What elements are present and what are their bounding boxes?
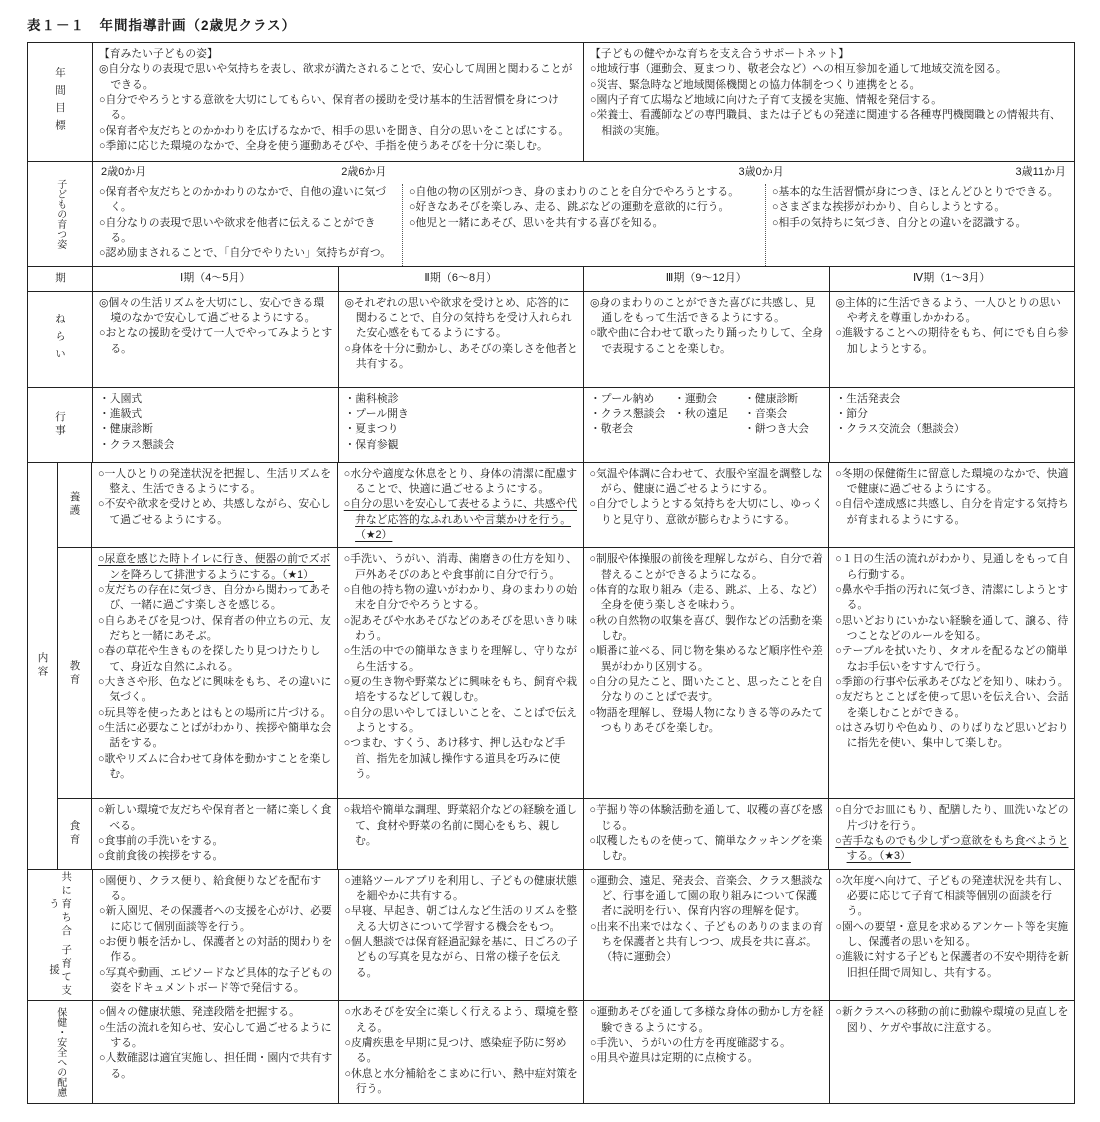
list-item: ○思いどおりにいかない経験を通して、譲る、待つことなどのルールを知る。 — [835, 614, 1069, 642]
period-label: 期 — [54, 271, 67, 286]
food-label-cell — [58, 799, 91, 868]
list-item: ○自他の物の区別がつき、身のまわりのことを自分でやろうとする。 — [409, 186, 739, 198]
list-item: ○自分の思いを安心して表せるように、共感や代弁など応答的なふれあいや言葉かけを行う。（★2） — [343, 498, 578, 541]
safety-q1-cell — [92, 1001, 338, 1103]
list-item: ○自分なりの表現で思いや欲求を他者に伝えることができる。 — [99, 216, 376, 244]
list-item: ○おとなの援助を受けて一人でやってみようとする。 — [99, 327, 333, 355]
list-item: ○新クラスへの移動の前に動線や環境の見直しを図り、ケガや事故に注意する。 — [835, 1006, 1069, 1034]
list-item: ・クラス交流会（懇談会） — [835, 423, 965, 436]
growing-content-cell — [92, 162, 1074, 266]
list-item: ○個々の健康状態、発達段階を把握する。 — [99, 1006, 300, 1019]
list-item: ○１日の生活の流れがわかり、見通しをもって自ら行動する。 — [835, 553, 1069, 581]
content-label: 内容 — [36, 652, 49, 680]
list-item: ○さまざまな挨拶がわかり、自らしようとする。 — [771, 201, 1006, 214]
list-item: ○不安や欲求を受けとめ、共感しながら、安心して過ごせるようにする。 — [98, 498, 331, 526]
list-item: ◎個々の生活リズムを大切にし、安心できる環境のなかで安心して過ごせるようにする。 — [99, 296, 325, 324]
list-item: ○制服や体操服の前後を理解しながら、自分で着替えることができるようになる。 — [589, 553, 823, 581]
list-item: ○栄養士、看護師などの専門職員、または子どもの発達に関連する各種専門機関職との情報共有、相談の実施。 — [590, 109, 1061, 137]
list-item: ○水あそびを安全に楽しく行えるよう、環境を整える。 — [344, 1006, 578, 1034]
education-label-cell — [58, 548, 91, 798]
care-q2-cell — [337, 463, 583, 548]
events-q4-cell — [829, 388, 1075, 462]
list-item: ○保育者や友だちとのかかわりを広げるなかで、相手の思いを聞き、自分の思いをことばにする。 — [99, 124, 570, 137]
period-q4-cell: Ⅳ期（1～3月） — [829, 267, 1075, 291]
annual-goals-right-list — [590, 62, 1069, 139]
growing-block-1 — [93, 184, 402, 266]
safety-q2-cell — [338, 1001, 584, 1103]
events-q1-cell — [92, 388, 338, 462]
row-annual-goals — [28, 43, 1074, 161]
growing-label-cell — [28, 162, 92, 266]
list-item: ・秋の遠足 — [674, 407, 729, 420]
age-timeline — [99, 165, 1068, 182]
list-item: ○人数確認は適宜実施し、担任間・園内で共有する。 — [99, 1052, 333, 1080]
care-label-cell — [58, 463, 91, 548]
aims-q2-cell — [338, 292, 584, 387]
education-label: 教育 — [68, 659, 81, 687]
list-item: ◎主体的に生活できるよう、一人ひとりの思いや考えを尊重しかかわる。 — [835, 296, 1061, 324]
list-item: ○歌やリズムに合わせて身体を動かすことを楽しむ。 — [98, 752, 332, 780]
annual-plan-table — [27, 42, 1075, 1104]
row-events — [28, 387, 1074, 462]
events-label-cell — [28, 388, 92, 462]
annual-goals-label-cell — [28, 43, 92, 161]
safety-label-line1: 保健・安全への — [54, 1007, 66, 1078]
list-item: ○自分でお皿にもり、配膳したり、皿洗いなどの片づけを行う。 — [835, 804, 1069, 832]
safety-label-cell — [28, 1001, 92, 1103]
food-label: 食育 — [68, 820, 81, 848]
list-item: ○順番に並べる、同じ物を集めるなど順序性や差異がわかり区別する。 — [589, 645, 823, 673]
row-aims — [28, 291, 1074, 387]
list-item: ○歌や曲に合わせて歌ったり踊ったりして、全身で表現することを楽しむ。 — [590, 327, 824, 355]
list-item: ○基本的な生活習慣が身につき、ほとんどひとりでできる。 — [771, 186, 1059, 198]
list-item: ○気温や体調に合わせて、衣服や室温を調整しながら、健康に過ごせるようにする。 — [589, 467, 823, 495]
list-item: ○保育者や友だちとのかかわりのなかで、自他の違いに気づく。 — [99, 186, 387, 214]
list-item: ・入園式 — [99, 392, 143, 405]
list-item: ○園便り、クラス便り、給食便りなどを配布する。 — [99, 874, 322, 902]
list-item: ・運動会 — [674, 392, 718, 405]
education-q1-cell — [91, 548, 337, 798]
support-q2-cell — [338, 870, 584, 1001]
list-item: ○春の草花や生きものを探したり見つけたりして、身近な自然にふれる。 — [98, 645, 321, 673]
education-q2-cell — [337, 548, 583, 798]
list-item: ○食事前の手洗いをする。 — [98, 834, 224, 847]
row-support — [28, 869, 1074, 1001]
list-item: ◎自分なりの表現で思いや気持ちを表し、欲求が満たされることで、安心して周囲と関わることができる。 — [99, 63, 573, 91]
list-item: ○玩具等を使ったあとはもとの場所に片づける。 — [98, 706, 332, 719]
list-item: ○泥あそびや水あそびなどのあそびを思いきり味わう。 — [343, 614, 578, 642]
list-item: ○テーブルを拭いたり、タオルを配るなどの簡単なお手伝いをすすんで行う。 — [835, 645, 1068, 673]
list-item: ○友だちの存在に気づき、自分から関わってあそび、一緒に過ごす楽しさを感じる。 — [98, 583, 331, 612]
list-item: ○大きさや形、色などに興味をもち、その違いに気づく。 — [98, 675, 332, 704]
row-education — [58, 547, 1074, 798]
list-item: ・プール開き — [344, 407, 409, 420]
list-item: ○夏の生き物や野菜などに興味をもち、飼育や栽培をするなどして親しむ。 — [343, 675, 578, 704]
growing-label: 子どもの育つ姿 — [54, 178, 66, 249]
list-item: ・夏まつり — [344, 423, 399, 436]
list-item: ○秋の自然物の収集を喜び、製作などの活動を楽しむ。 — [589, 614, 823, 642]
list-item: ○園への要望・意見を求めるアンケート等を実施し、保護者の思いを知る。 — [835, 920, 1069, 948]
care-label: 養護 — [68, 491, 81, 519]
list-item: ○他児と一緒にあそび、思いを共有する喜びを知る。 — [409, 216, 664, 229]
safety-q4-cell — [829, 1001, 1075, 1103]
list-item: ○栽培や簡単な調理、野菜紹介などの経験を通して、食材や野菜の名前に関心をもち、親しむ。 — [343, 804, 578, 847]
list-item: ○進級に対する子どもと保護者の不安や期待を新旧担任間で周知し、共有する。 — [835, 951, 1069, 979]
list-item: ○地域行事（運動会、夏まつり、敬老会など）への相互参加を通して地域交流を図る。 — [590, 63, 1007, 76]
aims-q4-cell — [829, 292, 1075, 387]
annual-goals-left-heading: 【育みたい子どもの姿】 — [99, 48, 218, 60]
content-label-cell — [28, 463, 58, 869]
list-item: ○自分の思いやしてほしいことを、ことばで伝えようとする。 — [343, 706, 578, 734]
period-q3-cell: Ⅲ期（9～12月） — [583, 267, 829, 291]
list-item: ○自他の持ち物の違いがわかり、身のまわりの始末を自分でやろうとする。 — [343, 583, 578, 612]
list-item: ・健康診断 — [744, 392, 799, 405]
period-label-cell — [28, 267, 92, 291]
age-mark-3y11m: 3歳11か月 — [1015, 166, 1066, 178]
support-label-line2: 子育て支援 — [48, 943, 73, 998]
list-item: ○季節に応じた環境のなかで、全身を使う運動あそびや、手指を使うあそびを十分に楽しむ。 — [99, 139, 548, 152]
list-item: ○水分や適度な休息をとり、身体の清潔に配慮することで、快適に過ごせるようにする。 — [343, 467, 578, 495]
list-item: ○自らあそびを見つけ、保育者の仲立ちの元、友だちと一緒にあそぶ。 — [98, 614, 331, 642]
list-item: ○自分でやろうとする意欲を大切にしてもらい、保育者の援助を受け基本的生活習慣を身につける。 — [99, 93, 559, 122]
support-label — [48, 870, 72, 1001]
list-item: ○出来不出来ではなく、子どものありのままの育ちを保護者と共有しつつ、成長を共に喜ぶ。（特に運動会） — [590, 920, 824, 964]
list-item: ○芋掘り等の体験活動を通して、収穫の喜びを感じる。 — [589, 804, 823, 832]
list-item: ○早寝、早起き、朝ごはんなど生活のリズムを整える大切さについて学習する機会をもつ。 — [344, 905, 578, 933]
list-item: ○尿意を感じた時トイレに行き、便器の前でズボンを降ろして排泄するようにする。（★1） — [98, 553, 331, 581]
list-item: ・生活発表会 — [835, 392, 901, 405]
list-item — [674, 422, 744, 437]
list-item: ○皮膚疾患を早期に見つけ、感染症予防に努める。 — [344, 1036, 567, 1065]
list-item: ○次年度へ向けて、子どもの発達状況を共有し、必要に応じて子育て相談等個別の面談を行う。 — [835, 874, 1069, 918]
list-item: ○生活に必要なことばがわかり、挨拶や簡単な会話をする。 — [98, 721, 332, 750]
list-item: ○生活の中での簡単なきまりを理解し、守りながら生活する。 — [343, 645, 578, 673]
list-item: ○自分でしようとする気持ちを大切にし、ゆっくりと見守り、意欲が膨らむようにする。 — [589, 498, 823, 526]
support-q1-cell — [92, 870, 338, 1001]
care-q3-cell — [583, 463, 829, 548]
list-item: ○収穫したものを使って、簡単なクッキングを楽しむ。 — [589, 834, 823, 863]
list-item: ○つまむ、すくう、あけ移す、押し込むなど手首、指先を加減し操作する道具を巧みに使う。 — [343, 737, 566, 780]
safety-label-line2: 配慮 — [54, 1077, 66, 1098]
period-q2-cell: Ⅱ期（6～8月） — [338, 267, 584, 291]
list-item: ○運動あそびを通して多様な身体の動かし方を経験できるようにする。 — [590, 1006, 824, 1034]
list-item: ○手洗い、うがいの仕方を再度確認する。 — [590, 1036, 791, 1049]
aims-q1-cell — [92, 292, 338, 387]
annual-goals-left-list — [99, 62, 578, 154]
annual-goals-label: 年間目標 — [54, 67, 67, 137]
row-period — [28, 266, 1074, 291]
list-item: ・餅つき大会 — [744, 423, 809, 436]
list-item: ○鼻水や手指の汚れに気づき、清潔にしようとする。 — [835, 583, 1069, 612]
list-item: ○用具や遊具は定期的に点検する。 — [590, 1052, 759, 1065]
food-q1-cell — [91, 799, 337, 868]
row-growing-image — [28, 161, 1074, 266]
list-item: ○手洗い、うがい、消毒、歯磨きの仕方を知り、戸外あそびのあとや食事前に自分で行う。 — [343, 553, 578, 581]
list-item: ○季節の行事や伝承あそびなどを知り、味わう。 — [835, 675, 1069, 688]
row-safety — [28, 1000, 1074, 1103]
annual-goals-right-cell — [583, 43, 1074, 161]
list-item: ○自信や達成感に共感し、自分を肯定する気持ちが育まれるようにする。 — [835, 498, 1069, 526]
list-item: ○個人懇談では保育経過記録を基に、日ごろの子どもの写真を見ながら、日常の様子を伝える。 — [344, 935, 578, 979]
list-item: ○災害、緊急時など地域関係機関との協力体制をつくり連携をとる。 — [590, 78, 921, 91]
period-q1-cell: Ⅰ期（4～5月） — [92, 267, 338, 291]
list-item: ○園内子育て広場など地域に向けた子育て支援を実施、情報を発信する。 — [590, 93, 943, 106]
list-item: ○進級することへの期待をもち、何にでも自ら参加しようとする。 — [835, 327, 1069, 355]
aims-q3-cell — [583, 292, 829, 387]
age-mark-2y6m: 2歳6か月 — [341, 166, 387, 178]
list-item: ・進級式 — [99, 407, 143, 420]
growing-block-2 — [402, 184, 765, 266]
list-item: ・音楽会 — [744, 407, 788, 420]
list-item: ・保育参観 — [344, 438, 399, 451]
aims-label: ねらい — [54, 312, 67, 366]
list-item: ○運動会、遠足、発表会、音楽会、クラス懇談など、行事を通して園の取り組みについて保護者に説明を行い、保育内容の理解を促す。 — [590, 874, 823, 918]
safety-label — [54, 1007, 66, 1097]
growing-block-3 — [765, 184, 1074, 266]
row-care — [58, 463, 1074, 548]
row-food — [58, 798, 1074, 868]
education-q3-cell — [583, 548, 829, 798]
list-item: ◎身のまわりのことができた喜びに共感し、見通しをもって生活できるようにする。 — [590, 296, 816, 324]
list-item: ○新しい環境で友だちや保育者と一緒に楽しく食べる。 — [98, 804, 332, 832]
page-title: 表１－１ 年間指導計画（2歳児クラス） — [27, 18, 297, 33]
support-label-cell — [28, 870, 92, 1001]
list-item: ○体育的な取り組み（走る、跳ぶ、上る、など）全身を使う楽しさを味わう。 — [589, 583, 823, 612]
list-item: ○身体を十分に動かし、あそびの楽しさを他者と共有する。 — [344, 342, 578, 370]
support-label-line1: 共に育ち合う — [48, 871, 73, 939]
list-item: ○お便り帳を活かし、保護者との対話的関わりを作る。 — [99, 935, 333, 964]
growing-blocks — [93, 184, 1074, 266]
food-q4-cell — [828, 799, 1074, 868]
row-content-section — [28, 462, 1074, 869]
aims-label-cell — [28, 292, 92, 387]
list-item: ○自分の見たこと、聞いたこと、思ったことを自分なりのことばで表す。 — [589, 675, 823, 704]
safety-q3-cell — [583, 1001, 829, 1103]
list-item: ○生活の流れを知らせ、安心して過ごせるようにする。 — [99, 1021, 332, 1049]
list-item: ・クラス懇談会 — [590, 407, 666, 420]
list-item: ○認め励まされることで、「自分でやりたい」気持ちが育つ。 — [99, 247, 391, 260]
list-item: ○食前食後の挨拶をする。 — [98, 850, 224, 863]
list-item: ・敬老会 — [590, 423, 634, 436]
events-label: 行事 — [54, 411, 67, 439]
support-q4-cell — [829, 870, 1075, 1001]
support-q3-cell — [583, 870, 829, 1001]
list-item: ・健康診断 — [99, 423, 153, 436]
list-item: ○苦手なものでも少しずつ意欲をもち食べようとする。（★3） — [835, 834, 1069, 863]
events-q3-cell — [583, 388, 829, 462]
list-item: ○はさみ切りや色ぬり、のりばりなど思いどおりに指先を使い、集中して楽しむ。 — [835, 721, 1069, 750]
list-item: ○写真や動画、エピソードなど具体的な子どもの姿をドキュメントボード等で発信する。 — [99, 966, 333, 994]
annual-goals-left-cell — [92, 43, 583, 161]
care-q1-cell — [91, 463, 337, 548]
list-item: ○新入園児、その保護者への支援を心がけ、必要に応じて個別面談等を行う。 — [99, 905, 332, 933]
list-item: ○好きなあそびを楽しみ、走る、跳ぶなどの運動を意欲的に行う。 — [409, 201, 730, 214]
list-item: ・節分 — [835, 407, 868, 420]
list-item: ◎それぞれの思いや欲求を受けとめ、応答的に関わることで、自分の気持ちを受け入れられた安心感をもてるようにする。 — [344, 296, 572, 340]
age-mark-3y0m: 3歳0か月 — [738, 166, 784, 178]
care-q4-cell — [828, 463, 1074, 548]
list-item: ○友だちとことばを使って思いを伝え合い、会話を楽しむことができる。 — [835, 691, 1069, 719]
list-item: ○一人ひとりの発達状況を把握し、生活リズムを整え、生活できるようにする。 — [98, 467, 332, 495]
list-item: ○連絡ツールアプリを利用し、子どもの健康状態を細やかに共有する。 — [344, 874, 578, 902]
list-item: ○休息と水分補給をこまめに行い、熱中症対策を行う。 — [344, 1067, 578, 1095]
list-item: ○物語を理解し、登場人物になりきる等のみたてつもりあそびを楽しむ。 — [589, 706, 823, 734]
annual-goals-right-heading: 【子どもの健やかな育ちを支え合うサポートネット】 — [590, 48, 850, 60]
food-q3-cell — [583, 799, 829, 868]
age-mark-2y0m: 2歳0か月 — [101, 166, 147, 178]
education-q4-cell — [828, 548, 1074, 798]
list-item: ・クラス懇談会 — [99, 438, 175, 451]
content-subrows — [58, 463, 1074, 869]
food-q2-cell — [337, 799, 583, 868]
list-item: ・プール納め — [590, 392, 655, 405]
events-q2-cell — [338, 388, 584, 462]
list-item: ○相手の気持ちに気づき、自分との違いを認識する。 — [771, 216, 1027, 229]
list-item: ○冬期の保健衛生に留意した環境のなかで、快適で健康に過ごせるようにする。 — [835, 467, 1069, 495]
list-item: ・歯科検診 — [344, 392, 399, 405]
